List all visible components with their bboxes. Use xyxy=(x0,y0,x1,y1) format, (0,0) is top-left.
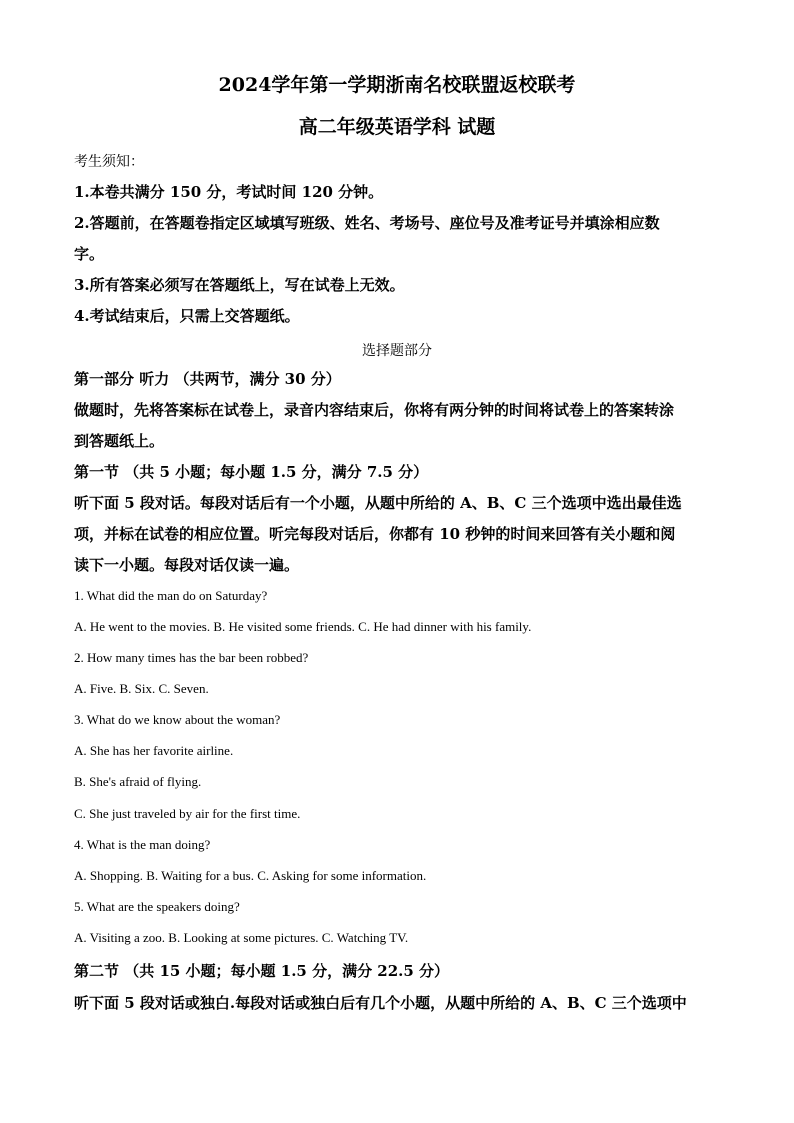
section-instructions: 听下面 5 段对话或独白.每段对话或独白后有几个小题，从题中所给的 A、B、C 三个选项中 xyxy=(74,994,687,1012)
part-intro: 做题时，先将答案标在试卷上，录音内容结束后，你将有两分钟的时间将试卷上的答案转涂 xyxy=(74,401,675,419)
notice-heading: 考生须知： xyxy=(74,154,144,170)
section-heading: 第一节 （共 5 小题；每小题 1.5 分，满分 7.5 分） xyxy=(74,463,429,481)
section-heading: 第二节 （共 15 小题；每小题 1.5 分，满分 22.5 分） xyxy=(74,962,450,980)
section-instructions: 听下面 5 段对话。每段对话后有一个小题，从题中所给的 A、B、C 三个选项中选出最佳选 xyxy=(74,494,682,512)
section-instructions: 项，并标在试卷的相应位置。听完每段对话后，你都有 10 秒钟的时间来回答有关小题和阅 xyxy=(74,525,676,543)
notice-item: 字。 xyxy=(74,245,105,263)
question-3-option-a: A. She has her favorite airline. xyxy=(74,743,234,758)
section-instructions: 读下一小题。每段对话仅读一遍。 xyxy=(74,556,300,574)
question-2-options: A. Five. B. Six. C. Seven. xyxy=(74,681,209,696)
exam-title: 2024学年第一学期浙南名校联盟返校联考 xyxy=(218,74,576,96)
question-3-option-b: B. She's afraid of flying. xyxy=(74,774,202,789)
question-4-options: A. Shopping. B. Waiting for a bus. C. Asking for some information. xyxy=(74,868,427,883)
notice-item: 1.本卷共满分 150 分，考试时间 120 分钟。 xyxy=(74,183,384,201)
notice-item: 2.答题前，在答题卷指定区域填写班级、姓名、考场号、座位号及准考证号并填涂相应数 xyxy=(74,214,660,232)
part-intro: 到答题纸上。 xyxy=(74,432,165,450)
section-label: 选择题部分 xyxy=(362,343,432,359)
question-1: 1. What did the man do on Saturday? xyxy=(74,588,268,603)
notice-item: 3.所有答案必须写在答题纸上，写在试卷上无效。 xyxy=(74,276,405,294)
question-5: 5. What are the speakers doing? xyxy=(74,899,240,914)
question-3: 3. What do we know about the woman? xyxy=(74,712,281,727)
question-4: 4. What is the man doing? xyxy=(74,837,211,852)
question-1-options: A. He went to the movies. B. He visited some friends. C. He had dinner with his family. xyxy=(74,619,532,634)
notice-item: 4.考试结束后，只需上交答题纸。 xyxy=(74,307,300,325)
question-2: 2. How many times has the bar been robbed? xyxy=(74,650,309,665)
question-5-options: A. Visiting a zoo. B. Looking at some pictures. C. Watching TV. xyxy=(74,930,409,945)
question-3-option-c: C. She just traveled by air for the first time. xyxy=(74,806,301,821)
exam-subtitle: 高二年级英语学科 试题 xyxy=(298,116,496,138)
part-heading: 第一部分 听力 （共两节，满分 30 分） xyxy=(74,370,341,388)
